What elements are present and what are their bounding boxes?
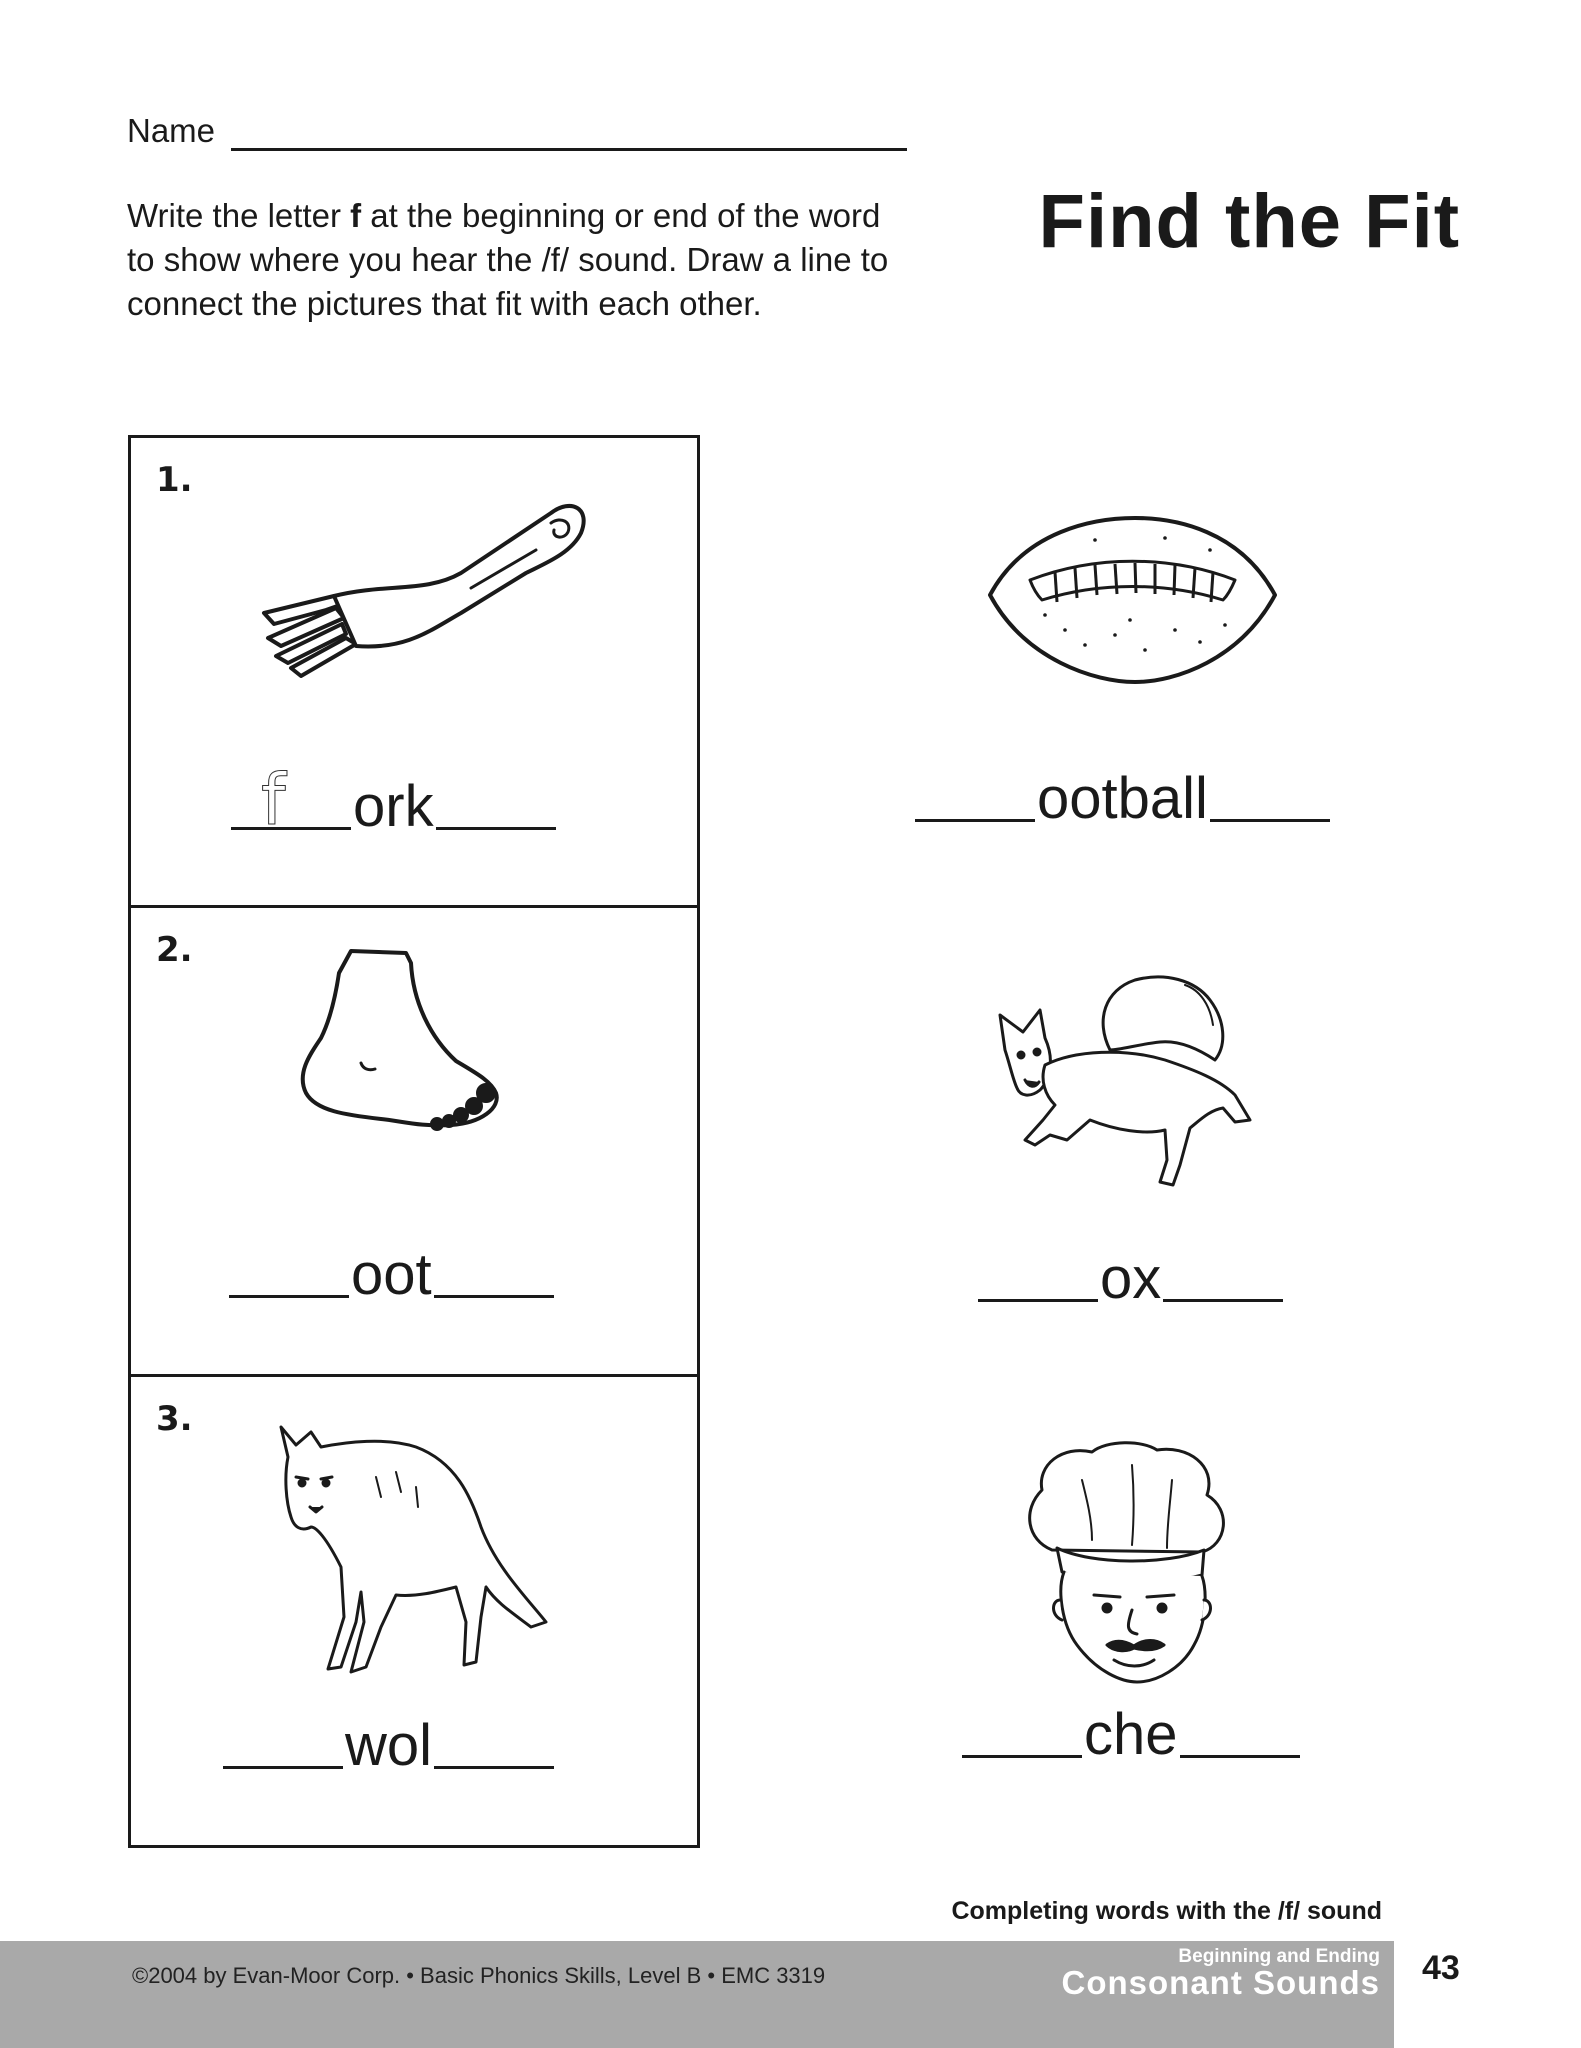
word-fragment: ox [1100,1246,1162,1311]
word-line-chef[interactable] [962,1702,1300,1767]
word-fragment: ork [353,774,434,839]
page-title: Find the Fit [1038,179,1460,264]
instructions-letter: f [350,197,362,234]
skill-caption: Completing words with the /f/ sound [951,1897,1382,1925]
blank-before[interactable] [229,1295,349,1298]
word-line-3[interactable] [223,1713,554,1778]
strand-title: Consonant Sounds [1061,1964,1380,2001]
item-number: 1. [156,460,193,500]
wolf-icon [266,1417,566,1687]
fork-icon [246,478,596,678]
blank-before[interactable] [978,1299,1098,1302]
blank-after[interactable] [1210,819,1330,822]
copyright-text: ©2004 by Evan-Moor Corp. • Basic Phonics Skills, Level B • EMC 3319 [132,1963,826,1988]
item-box-3 [128,1374,700,1848]
word-line-fox[interactable] [978,1246,1283,1311]
item-number: 2. [156,930,193,970]
fox-icon [995,970,1265,1205]
blank-after[interactable] [1180,1755,1300,1758]
strand-subtitle: Beginning and Ending [1178,1946,1380,1967]
word-line-2[interactable] [229,1242,554,1307]
blank-after[interactable] [434,1766,554,1769]
item-box-1 [128,435,700,908]
foot-icon [291,943,531,1183]
chef-icon [1022,1440,1242,1690]
blank-after[interactable] [1163,1299,1283,1302]
word-fragment: che [1084,1702,1178,1767]
blank-after[interactable] [434,1295,554,1298]
football-icon [985,510,1280,690]
blank-before[interactable] [223,1766,343,1769]
word-line-1[interactable] [231,759,556,841]
blank-before[interactable] [915,819,1035,822]
blank-before[interactable] [231,759,351,841]
name-label: Name [127,112,216,149]
word-fragment: oot [351,1242,432,1307]
example-traced-letter: f [261,759,286,841]
item-number: 3. [156,1399,193,1439]
instructions-part2: at the beginning or end of the word to show where you hear the /f/ sound. Draw a line to connect the pictures that fit with each other. [127,197,889,322]
word-line-football[interactable] [915,766,1330,831]
blank-after[interactable] [436,827,556,830]
instructions-part1: Write the letter [127,197,351,234]
item-box-2 [128,905,700,1377]
blank-before[interactable] [962,1755,1082,1758]
word-fragment: ootball [1037,766,1208,831]
name-field-line[interactable] [231,148,907,151]
word-fragment: wol [345,1713,433,1778]
instructions [127,194,897,326]
page-number: 43 [1422,1949,1460,1987]
